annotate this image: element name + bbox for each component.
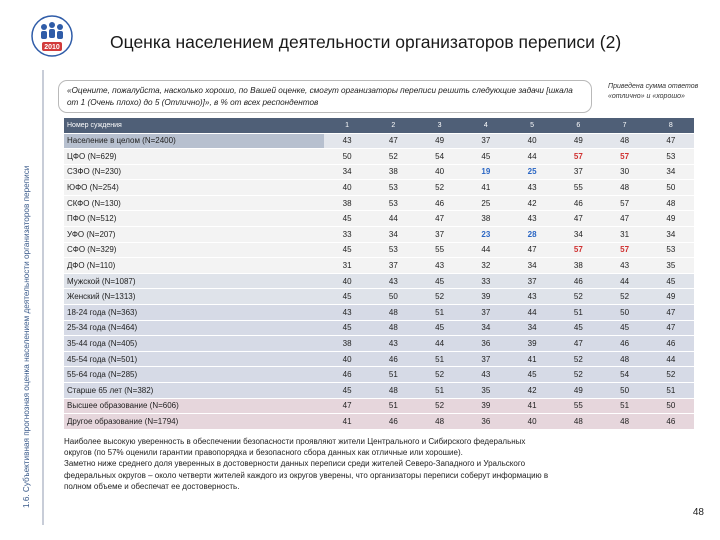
table-cell: 43 (602, 258, 648, 274)
table-cell: 57 (555, 149, 601, 165)
table-cell: 47 (648, 133, 694, 149)
table-cell: 37 (555, 164, 601, 180)
table-cell: 45 (324, 242, 370, 258)
row-label: ДФО (N=110) (64, 258, 324, 274)
row-label: 18-24 года (N=363) (64, 305, 324, 321)
column-header: 2 (370, 118, 416, 133)
table-row (64, 289, 694, 305)
table-cell: 40 (509, 133, 555, 149)
table-cell: 36 (463, 336, 509, 352)
table-cell: 45 (648, 273, 694, 289)
column-header: 1 (324, 118, 370, 133)
table-cell: 39 (509, 336, 555, 352)
table-cell: 40 (509, 414, 555, 430)
table-cell: 40 (324, 273, 370, 289)
table-cell: 52 (555, 351, 601, 367)
table-cell: 51 (370, 367, 416, 383)
table-cell: 55 (417, 242, 463, 258)
table-cell: 48 (648, 195, 694, 211)
table-cell: 47 (602, 211, 648, 227)
table-cell: 43 (370, 273, 416, 289)
row-label: СЗФО (N=230) (64, 164, 324, 180)
table-cell: 49 (648, 211, 694, 227)
row-label: УФО (N=207) (64, 227, 324, 243)
table-cell: 53 (648, 149, 694, 165)
table-cell: 44 (463, 242, 509, 258)
table-cell: 34 (463, 320, 509, 336)
table-cell: 53 (370, 195, 416, 211)
table-cell: 53 (370, 242, 416, 258)
table-cell: 43 (417, 258, 463, 274)
table-cell: 47 (648, 320, 694, 336)
table-cell: 37 (417, 227, 463, 243)
table-cell: 45 (324, 211, 370, 227)
conclusion-line: Заметно ниже среднего доля уверенных в достоверности данных переписи среди жителей Северо-Западного и Уральского (64, 459, 526, 469)
table-cell: 37 (463, 133, 509, 149)
table-cell: 53 (370, 180, 416, 196)
table-cell: 55 (555, 398, 601, 414)
table-cell: 46 (648, 336, 694, 352)
row-label: ЮФО (N=254) (64, 180, 324, 196)
table-cell: 34 (324, 164, 370, 180)
table-cell: 45 (417, 273, 463, 289)
row-label: 35-44 года (N=405) (64, 336, 324, 352)
table-cell: 49 (555, 133, 601, 149)
table-cell: 51 (417, 383, 463, 399)
column-header: 7 (602, 118, 648, 133)
table-cell: 19 (463, 164, 509, 180)
row-label: Население в целом (N=2400) (64, 133, 324, 149)
table-cell: 37 (509, 273, 555, 289)
table-cell: 50 (324, 149, 370, 165)
column-header: 6 (555, 118, 601, 133)
table-cell: 49 (648, 289, 694, 305)
table-row (64, 273, 694, 289)
table-cell: 42 (509, 383, 555, 399)
table-cell: 49 (555, 383, 601, 399)
table-cell: 35 (648, 258, 694, 274)
table-cell: 45 (463, 149, 509, 165)
table-cell: 41 (509, 351, 555, 367)
conclusion-line: полном объеме и обеспечат ее достоверность. (64, 481, 240, 491)
conclusion-text (64, 436, 664, 492)
table-cell: 38 (324, 195, 370, 211)
table-row (64, 211, 694, 227)
table-cell: 46 (370, 351, 416, 367)
table-cell: 47 (324, 398, 370, 414)
table-row (64, 305, 694, 321)
table-cell: 57 (555, 242, 601, 258)
table-cell: 45 (324, 383, 370, 399)
table-cell: 47 (555, 211, 601, 227)
table-cell: 25 (463, 195, 509, 211)
table-cell: 46 (555, 273, 601, 289)
table-cell: 50 (370, 289, 416, 305)
table-cell: 52 (648, 367, 694, 383)
table-cell: 33 (324, 227, 370, 243)
table-cell: 38 (463, 211, 509, 227)
table-row (64, 133, 694, 149)
table-cell: 46 (324, 367, 370, 383)
row-label: Высшее образование (N=606) (64, 398, 324, 414)
table-cell: 38 (324, 336, 370, 352)
table-cell: 50 (648, 398, 694, 414)
row-label: ПФО (N=512) (64, 211, 324, 227)
row-label: Мужской (N=1087) (64, 273, 324, 289)
note-text: Приведена сумма ответов «отлично» и «хорошо» (608, 83, 699, 100)
table-cell: 36 (463, 414, 509, 430)
table-cell: 57 (602, 149, 648, 165)
table-cell: 46 (370, 414, 416, 430)
table-cell: 57 (602, 242, 648, 258)
table-cell: 43 (509, 180, 555, 196)
table-cell: 52 (602, 289, 648, 305)
table-cell: 39 (463, 289, 509, 305)
table-cell: 45 (417, 320, 463, 336)
table-cell: 48 (370, 383, 416, 399)
table-cell: 48 (370, 305, 416, 321)
table-cell: 47 (648, 305, 694, 321)
table-cell: 47 (417, 211, 463, 227)
table-cell: 50 (648, 180, 694, 196)
row-label: Женский (N=1313) (64, 289, 324, 305)
table-cell: 46 (648, 414, 694, 430)
table-cell: 48 (417, 414, 463, 430)
table-header-row (64, 118, 694, 133)
section-side-label: 1.6. Субъективная прогнозная оценка населением деятельности организаторов переписи (22, 165, 31, 508)
column-header-label: Номер суждения (64, 118, 324, 133)
table-cell: 45 (324, 320, 370, 336)
table-cell: 52 (417, 289, 463, 305)
table-row (64, 414, 694, 430)
table-cell: 35 (463, 383, 509, 399)
table-cell: 51 (602, 398, 648, 414)
table-cell: 55 (555, 180, 601, 196)
table-cell: 37 (463, 305, 509, 321)
census-logo (30, 14, 74, 58)
vertical-divider (42, 70, 44, 525)
row-label: Другое образование (N=1794) (64, 414, 324, 430)
table-cell: 48 (602, 351, 648, 367)
table-cell: 45 (324, 289, 370, 305)
conclusion-line: федеральных округов – около четверти жителей каждого из округов уверены, что организаторы переписи соберут информацию в (64, 470, 549, 480)
table-cell: 43 (370, 336, 416, 352)
table-cell: 51 (417, 305, 463, 321)
row-label: ЦФО (N=629) (64, 149, 324, 165)
table-cell: 23 (463, 227, 509, 243)
row-label: СФО (N=329) (64, 242, 324, 258)
column-header: 5 (509, 118, 555, 133)
table-cell: 43 (324, 133, 370, 149)
table-cell: 51 (370, 398, 416, 414)
table-cell: 45 (555, 320, 601, 336)
question-box: «Оцените, пожалуйста, насколько хорошо, по Вашей оценке, смогут организаторы переписи решить следующие задачи [шкала от 1 (Очень плохо) до 5 (Отлично)]», в % от всех респондентов (58, 80, 592, 113)
row-label: Старше 65 лет (N=382) (64, 383, 324, 399)
table-cell: 52 (370, 149, 416, 165)
table-cell: 46 (417, 195, 463, 211)
table-cell: 51 (648, 383, 694, 399)
table-cell: 44 (370, 211, 416, 227)
table-cell: 46 (555, 195, 601, 211)
table-row (64, 258, 694, 274)
table-cell: 43 (463, 367, 509, 383)
table-cell: 34 (555, 227, 601, 243)
table-cell: 43 (509, 289, 555, 305)
table-cell: 33 (463, 273, 509, 289)
table-cell: 28 (509, 227, 555, 243)
table-cell: 39 (463, 398, 509, 414)
conclusion-line: Наиболее высокую уверенность в обеспечении безопасности проявляют жители Центрального и Сибирского федеральных (64, 437, 526, 446)
table-cell: 41 (324, 414, 370, 430)
table-cell: 37 (463, 351, 509, 367)
table-cell: 51 (417, 351, 463, 367)
table-cell: 40 (417, 164, 463, 180)
table-row (64, 367, 694, 383)
table-cell: 42 (509, 195, 555, 211)
table-row (64, 195, 694, 211)
table-row (64, 242, 694, 258)
table-cell: 44 (648, 351, 694, 367)
row-label: 25-34 года (N=464) (64, 320, 324, 336)
table-row (64, 164, 694, 180)
table-cell: 47 (370, 133, 416, 149)
table-cell: 54 (417, 149, 463, 165)
table-cell: 49 (417, 133, 463, 149)
table-cell: 50 (602, 305, 648, 321)
table-cell: 38 (370, 164, 416, 180)
table-cell: 34 (648, 164, 694, 180)
table-cell: 34 (509, 258, 555, 274)
table-row (64, 180, 694, 196)
table-cell: 48 (602, 414, 648, 430)
table-cell: 44 (509, 149, 555, 165)
table-cell: 52 (417, 180, 463, 196)
table-row (64, 149, 694, 165)
table-cell: 54 (602, 367, 648, 383)
row-label: 55-64 года (N=285) (64, 367, 324, 383)
conclusion-line: округов (по 57% оценили гарантии правопорядка и безопасного сбора данных как отличные или хорошие). (64, 448, 463, 458)
table-cell: 48 (602, 180, 648, 196)
results-table (64, 118, 694, 430)
table-cell: 40 (324, 351, 370, 367)
table-cell: 41 (463, 180, 509, 196)
table-cell: 41 (509, 398, 555, 414)
row-label: 45-54 года (N=501) (64, 351, 324, 367)
table-cell: 57 (602, 195, 648, 211)
table-cell: 31 (602, 227, 648, 243)
table-cell: 52 (417, 367, 463, 383)
table-cell: 44 (509, 305, 555, 321)
column-header: 8 (648, 118, 694, 133)
table-cell: 53 (648, 242, 694, 258)
table-cell: 32 (463, 258, 509, 274)
table-row (64, 320, 694, 336)
table-cell: 48 (370, 320, 416, 336)
table-cell: 52 (555, 289, 601, 305)
table-cell: 46 (602, 336, 648, 352)
table-cell: 37 (370, 258, 416, 274)
table-row (64, 398, 694, 414)
table-row (64, 351, 694, 367)
table-row (64, 383, 694, 399)
column-header: 4 (463, 118, 509, 133)
table-cell: 48 (555, 414, 601, 430)
table-cell: 34 (509, 320, 555, 336)
table-cell: 45 (509, 367, 555, 383)
table-row (64, 336, 694, 352)
page-number: 48 (692, 507, 704, 518)
table-cell: 50 (602, 383, 648, 399)
table-cell: 34 (648, 227, 694, 243)
table-cell: 45 (602, 320, 648, 336)
page-title: Оценка населением деятельности организаторов переписи (2) (110, 32, 622, 52)
table-cell: 38 (555, 258, 601, 274)
table-cell: 48 (602, 133, 648, 149)
table-row (64, 227, 694, 243)
table-cell: 40 (324, 180, 370, 196)
row-label: СКФО (N=130) (64, 195, 324, 211)
svg-text:2010: 2010 (44, 44, 60, 51)
table-cell: 25 (509, 164, 555, 180)
table-cell: 34 (370, 227, 416, 243)
table-cell: 47 (555, 336, 601, 352)
table-cell: 52 (555, 367, 601, 383)
table-cell: 44 (417, 336, 463, 352)
table-cell: 31 (324, 258, 370, 274)
table-cell: 51 (555, 305, 601, 321)
table-cell: 43 (509, 211, 555, 227)
table-cell: 47 (509, 242, 555, 258)
table-cell: 44 (602, 273, 648, 289)
table-cell: 30 (602, 164, 648, 180)
table-cell: 52 (417, 398, 463, 414)
table-cell: 43 (324, 305, 370, 321)
column-header: 3 (417, 118, 463, 133)
